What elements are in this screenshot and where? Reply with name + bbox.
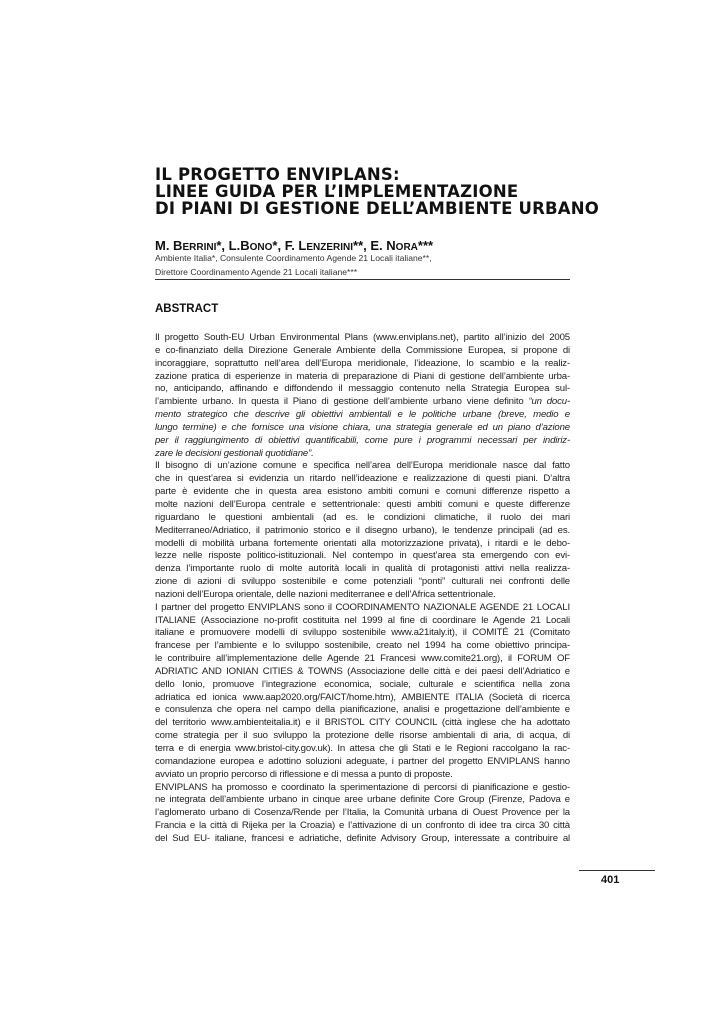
author: M. BERRINI*, [155,238,229,253]
body-line: che in quest’area si evidenzia un ritardo nell’ideazione e realizzazione di questi piani. D’altra [155,473,570,485]
body-line: per il raggiungimento di obiettivi quantificabili, come pure i programmi necessari per indiriz- [155,434,570,446]
body-line: francese per l’ambiente e lo sviluppo sostenibile, creato nel 1994 ha come obiettivo principa- [155,640,570,652]
body-line: ADRIATIC AND IONIAN CITIES & TOWNS (Associazione delle città e dei paesi dell’Adriatico e [155,665,570,677]
abstract-heading: ABSTRACT [155,303,219,315]
title-line: LINEE GUIDA PER L’IMPLEMENTAZIONE [155,182,519,201]
body-line: molte nazioni dell’Europa centrale e settentrionale: questi ambiti comuni e queste differenze [155,498,570,510]
body-line: del Sud EU- italiane, francesi e adriatiche, definite Advisory Group, interessate a contribuire al [155,832,570,844]
body-line: riguardano le questioni ambientali (ad es. le condizioni climatiche, il ruolo dei mari [155,511,570,523]
body-line: Francia e la città di Rijeka per la Croazia) e l’attivazione di un confronto di idee tra circa 30 città [155,820,570,832]
body-line: l’ambiente urbano. In questa il Piano di gestione dell’ambiente urbano viene definito “un docu- [155,396,570,408]
body-line: mento strategico che descrive gli obiettivi ambientali e le politiche urbane (breve, medio e [155,409,570,421]
body-line: incoraggiare, soprattutto nell’area dell’Europa meridionale, l’ideazione, lo scambio e la realiz- [155,357,570,369]
author-list [155,238,433,253]
body-line: denza l’importante ruolo di molte autorità locali in qualità di protagonisti attivi nella realizza- [155,563,570,575]
body-line: avviato un proprio percorso di riflessione e di messa a punto di proposte. [155,768,453,780]
abstract-body [155,332,570,846]
body-line: Il bisogno di un’azione comune e specifica nell’area dell’Europa meridionale nasce dal fatto [155,460,570,472]
body-line: zione di azioni di sviluppo sostenibile e come potenziali “ponti” culturali nei confronti delle [155,576,570,588]
body-line: come strategia per il suo sviluppo la protezione delle risorse ambientali di aria, di acqua, di [155,730,570,742]
body-line: l’aglomerato urbano di Cosenza/Rende per l’Italia, la Comunità urbana di Ouest Provence per la [155,807,570,819]
author: L.BONO*, [228,238,285,253]
page-number-rule [579,870,655,871]
page-number: 401 [601,874,620,886]
body-line: parte è evidente che in questa area esistono ambiti comuni e comuni differenze rispetto a [155,486,570,498]
body-line: I partner del progetto ENVIPLANS sono il COORDINAMENTO NAZIONALE AGENDE 21 LOCALI [155,601,570,613]
title-line: IL PROGETTO ENVIPLANS: [155,165,400,184]
body-line: zazione pratica di esperienze in materia di preparazione di Piani di gestione dell’ambiente urba- [155,370,570,382]
body-line: ITALIANE (Associazione no-profit costituita nel 1999 al fine di coordinare le Agende 21 Locali [155,614,570,626]
body-line: terra e di energia www.bristol-city.gov.uk). In attesa che gli Stati e le Regioni raccolgano la rac- [155,743,570,754]
body-line: modelli di mobilità urbana fortemente orientati alla motorizzazione privata), i ritardi e le debo- [155,537,570,549]
author: F. LENZERINI**, [284,238,371,253]
paper-title [155,165,600,218]
body-line: adriatica ed ionica www.aap2020.org/FAICT/home.htm), AMBIENTE ITALIA (Società di ricerca [155,691,570,703]
body-line: ENVIPLANS ha promosso e coordinato la sperimentazione di percorsi di pianificazione e gestio- [155,781,570,793]
body-line: e consulenza che opera nel campo della pianificazione, analisi e progettazione dell’ambiente e [155,704,570,716]
body-line: le contribuire all’implementazione delle Agende 21 Francesi www.comite21.org), il FORUM OF [155,653,570,665]
body-line: no, anticipando, affinando e diffondendo il messaggio contenuto nella Strategia Europea sul- [155,383,570,395]
body-line: italiane e promuovere modelli di sviluppo sostenibile www.a21italy.it), il COMITÉ 21 (Comitato [155,627,570,639]
body-line: lezze nelle risposte politico-istituzionali. Nel contempo in quest’area sta emergendo con evi- [155,550,570,562]
body-line: lungo termine) e che fornisce una visione chiara, una strategia generale ed un piano d’azione [155,421,570,433]
body-line: del territorio www.ambienteitalia.it) e il BRISTOL CITY COUNCIL (città inglese che ha adottato [155,717,570,729]
body-line: Il progetto South-EU Urban Environmental Plans (www.enviplans.net), partito all’inizio del 2005 [155,332,570,343]
body-line: comandazione europea e adottino soluzioni adeguate, i partner del progetto ENVIPLANS hanno [155,755,570,767]
body-line: nazioni dell’Europa orientale, delle nazioni mediterranee e dell’Africa settentrionale. [155,588,496,600]
author: E. NORA*** [370,238,434,253]
header-divider [155,279,570,280]
affiliation-line: Ambiente Italia*, Consulente Coordinamento Agende 21 Locali italiane**, [155,253,432,263]
body-line: Mediterraneo/Adriatico, il patrimonio storico e il disegno urbano), le tendenze principali (ad es. [155,524,570,536]
body-line: dello Ionio, promuove l’integrazione economica, sociale, culturale e scientifica nella zona [155,678,570,690]
title-line: DI PIANI DI GESTIONE DELL’AMBIENTE URBANO [155,199,600,218]
body-line: e co-finanziato della Direzione Generale Ambiente della Commissione Europea, si propone di [155,344,570,356]
affiliation-line: Direttore Coordinamento Agende 21 Locali italiane*** [155,267,358,277]
body-line: zare le decisioni gestionali quotidiane”. [155,447,314,459]
body-line: ne integrata dell’ambiente urbano in cinque aree urbane definite Core Group (Firenze, Padova e [155,794,570,806]
